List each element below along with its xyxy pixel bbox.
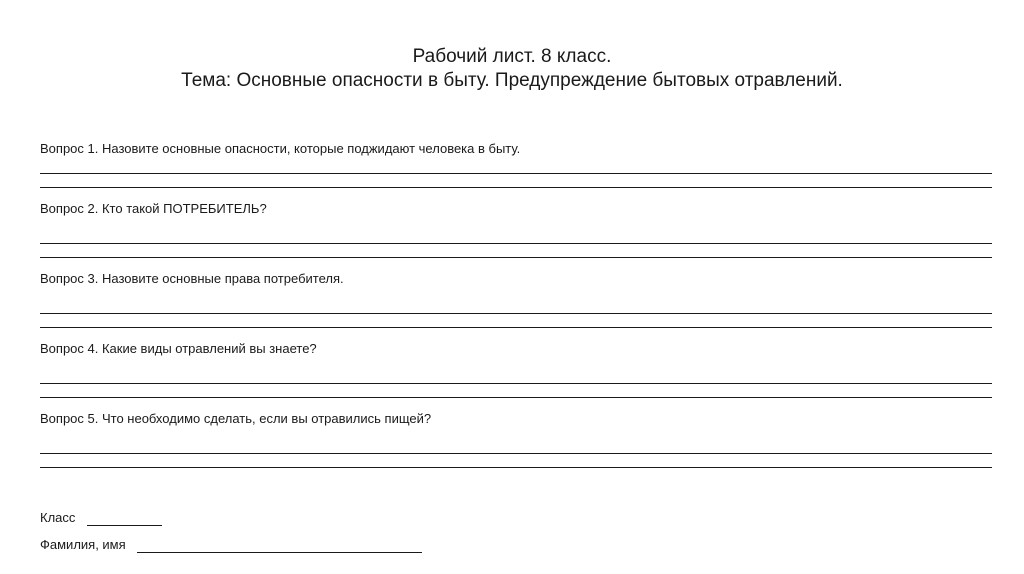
answer-line-3a[interactable] xyxy=(40,313,992,314)
worksheet-title xyxy=(0,45,1024,93)
class-field[interactable] xyxy=(87,512,162,526)
class-label: Класс xyxy=(40,510,76,525)
answer-line-2b[interactable] xyxy=(40,257,992,258)
question-4: Вопрос 4. Какие виды отравлений вы знаете? xyxy=(40,341,317,356)
question-3: Вопрос 3. Назовите основные права потребителя. xyxy=(40,271,344,286)
question-2: Вопрос 2. Кто такой ПОТРЕБИТЕЛЬ? xyxy=(40,201,267,216)
answer-line-4b[interactable] xyxy=(40,397,992,398)
question-1: Вопрос 1. Назовите основные опасности, которые поджидают человека в быту. xyxy=(40,141,521,156)
title-line-1: Рабочий лист. 8 класс. xyxy=(412,46,612,67)
name-field[interactable] xyxy=(137,539,422,553)
answer-line-1b[interactable] xyxy=(40,187,992,188)
answer-line-4a[interactable] xyxy=(40,383,992,384)
answer-line-1a[interactable] xyxy=(40,173,992,174)
name-label: Фамилия, имя xyxy=(40,537,126,552)
answer-line-2a[interactable] xyxy=(40,243,992,244)
question-5: Вопрос 5. Что необходимо сделать, если вы отравились пищей? xyxy=(40,411,432,426)
class-row xyxy=(40,510,162,526)
title-line-2: Тема: Основные опасности в быту. Предупреждение бытовых отравлений. xyxy=(181,70,843,91)
answer-line-3b[interactable] xyxy=(40,327,992,328)
answer-line-5b[interactable] xyxy=(40,467,992,468)
answer-line-5a[interactable] xyxy=(40,453,992,454)
name-row xyxy=(40,537,422,553)
